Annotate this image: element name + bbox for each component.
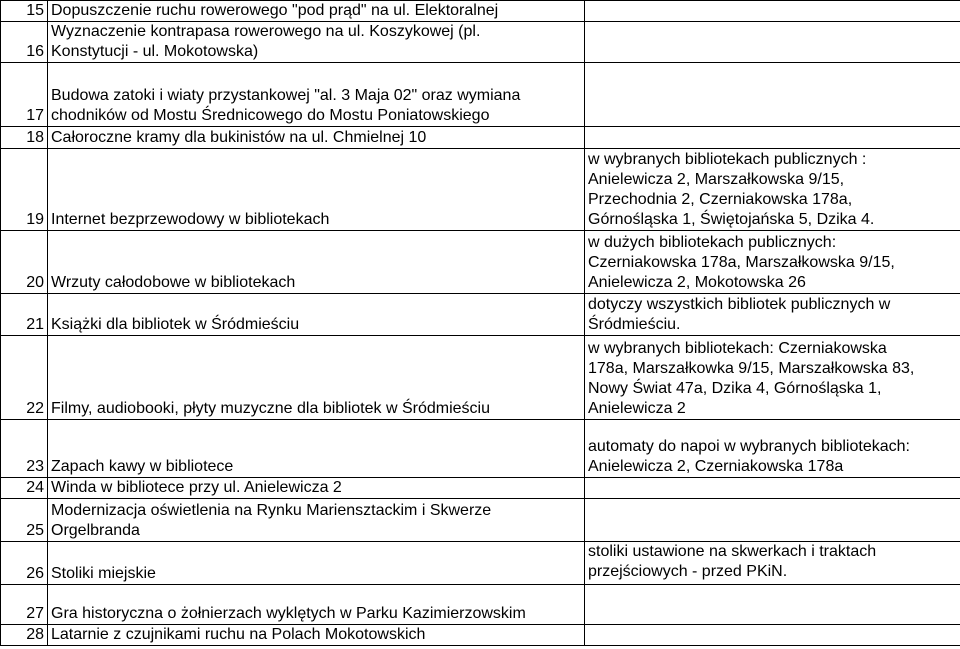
location-note-cell[interactable]: automaty do napoi w wybranych bibliotekach: Anielewicza 2, Czerniakowska 178a [585, 420, 960, 478]
table-row [1, 149, 960, 231]
row-number[interactable]: 23 [1, 420, 48, 478]
table-row [1, 499, 960, 542]
location-note-cell[interactable]: w wybranych bibliotekach publicznych : Anielewicza 2, Marszałkowska 9/15, Przechodnia 2, Czerniakowska 178a, Górnośląska 1, Świętojańska 5, Dzika 4. [585, 149, 960, 231]
table-row [1, 127, 960, 149]
project-name-cell[interactable]: Wyznaczenie kontrapasa rowerowego na ul. Koszykowej (pl. Konstytucji - ul. Mokotowska) [48, 22, 585, 63]
location-note-cell[interactable] [585, 127, 960, 149]
row-number[interactable]: 25 [1, 499, 48, 542]
table-row [1, 478, 960, 499]
project-name-cell[interactable]: Książki dla bibliotek w Śródmieściu [48, 294, 585, 336]
project-name-cell[interactable]: Dopuszczenie ruchu rowerowego "pod prąd" na ul. Elektoralnej [48, 1, 585, 22]
location-note-cell[interactable]: w wybranych bibliotekach: Czerniakowska 178a, Marszałkowka 9/15, Marszałkowska 83, Nowy Świat 47a, Dzika 4, Górnośląska 1, Anielewicza 2 [585, 336, 960, 420]
row-number[interactable]: 27 [1, 585, 48, 625]
location-note-cell[interactable] [585, 585, 960, 625]
location-note-cell[interactable] [585, 63, 960, 127]
row-number[interactable]: 22 [1, 336, 48, 420]
project-name-cell[interactable]: Wrzuty całodobowe w bibliotekach [48, 231, 585, 294]
table-row [1, 420, 960, 478]
row-number[interactable]: 15 [1, 1, 48, 22]
row-number[interactable]: 17 [1, 63, 48, 127]
project-name-cell[interactable]: Modernizacja oświetlenia na Rynku Mariensztackim i Skwerze Orgelbranda [48, 499, 585, 542]
location-note-cell[interactable] [585, 22, 960, 63]
location-note-cell[interactable]: stoliki ustawione na skwerkach i traktach przejściowych - przed PKiN. [585, 542, 960, 585]
location-note-cell[interactable]: w dużych bibliotekach publicznych: Czerniakowska 178a, Marszałkowska 9/15, Anielewicza 2, Mokotowska 26 [585, 231, 960, 294]
row-number[interactable]: 20 [1, 231, 48, 294]
location-note-cell[interactable] [585, 478, 960, 499]
row-number[interactable]: 28 [1, 625, 48, 646]
table-row [1, 22, 960, 63]
row-number[interactable]: 16 [1, 22, 48, 63]
location-note-cell[interactable] [585, 499, 960, 542]
project-name-cell[interactable]: Filmy, audiobooki, płyty muzyczne dla bibliotek w Śródmieściu [48, 336, 585, 420]
row-number[interactable]: 26 [1, 542, 48, 585]
table-row [1, 542, 960, 585]
table-row [1, 625, 960, 646]
table-row [1, 294, 960, 336]
location-note-cell[interactable] [585, 625, 960, 646]
table-row [1, 336, 960, 420]
project-name-cell[interactable]: Stoliki miejskie [48, 542, 585, 585]
location-note-cell[interactable]: dotyczy wszystkich bibliotek publicznych w Śródmieściu. [585, 294, 960, 336]
project-name-cell[interactable]: Winda w bibliotece przy ul. Anielewicza 2 [48, 478, 585, 499]
location-note-cell[interactable] [585, 1, 960, 22]
table-row [1, 1, 960, 22]
project-name-cell[interactable]: Budowa zatoki i wiaty przystankowej "al. 3 Maja 02" oraz wymiana chodników od Mostu Średnicowego do Mostu Poniatowskiego [48, 63, 585, 127]
row-number[interactable]: 19 [1, 149, 48, 231]
row-number[interactable]: 24 [1, 478, 48, 499]
table-row [1, 63, 960, 127]
table-row [1, 231, 960, 294]
project-name-cell[interactable]: Internet bezprzewodowy w bibliotekach [48, 149, 585, 231]
project-name-cell[interactable]: Latarnie z czujnikami ruchu na Polach Mokotowskich [48, 625, 585, 646]
table-row [1, 585, 960, 625]
project-name-cell[interactable]: Gra historyczna o żołnierzach wyklętych w Parku Kazimierzowskim [48, 585, 585, 625]
row-number[interactable]: 21 [1, 294, 48, 336]
row-number[interactable]: 18 [1, 127, 48, 149]
project-name-cell[interactable]: Zapach kawy w bibliotece [48, 420, 585, 478]
project-name-cell[interactable]: Całoroczne kramy dla bukinistów na ul. Chmielnej 10 [48, 127, 585, 149]
